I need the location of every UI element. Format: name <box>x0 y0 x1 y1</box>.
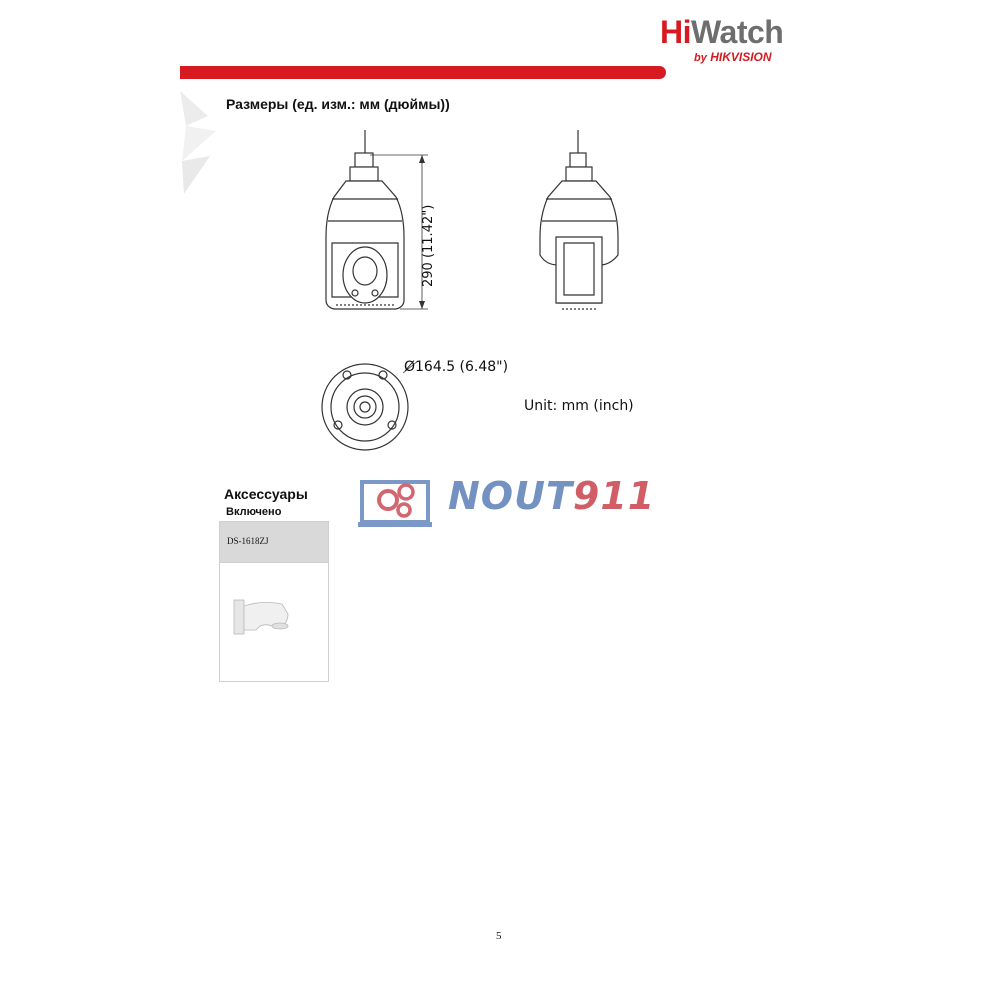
accessory-card-header <box>220 522 328 563</box>
camera-dimension-drawing <box>300 125 660 465</box>
nout911-wordmark <box>448 474 655 518</box>
camera-front-view <box>326 130 404 309</box>
accessories-title: Аксессуары <box>224 486 308 502</box>
nout911-part2: 911 <box>572 474 656 518</box>
hiwatch-logo <box>660 12 795 68</box>
camera-side-view <box>540 130 618 309</box>
wall-mount-bracket-icon <box>232 592 292 642</box>
dimensions-title: Размеры (ед. изм.: мм (дюймы)) <box>226 96 450 112</box>
logo-brand: HIKVISION <box>710 50 772 64</box>
height-dimension-label: 290 (11.42") <box>421 204 436 287</box>
nout911-part1: NOUT <box>448 474 573 518</box>
logo-watch: Watch <box>691 14 784 50</box>
logo-by: by <box>694 52 707 64</box>
accessories-subtitle: Включено <box>226 506 282 518</box>
diameter-dimension-label: Ø164.5 (6.48") <box>404 359 509 375</box>
accessory-model-label: DS-1618ZJ <box>227 536 269 546</box>
accessory-card <box>219 521 329 682</box>
logo-hi: Hi <box>660 14 691 50</box>
decorative-shard-icon <box>178 86 218 196</box>
logo-wordmark <box>660 12 783 52</box>
logo-byline <box>694 50 772 64</box>
unit-label: Unit: mm (inch) <box>524 398 634 414</box>
header-red-bar <box>180 66 666 79</box>
page-number: 5 <box>496 930 502 942</box>
gear-laptop-icon <box>358 470 438 530</box>
nout911-watermark <box>358 470 658 530</box>
